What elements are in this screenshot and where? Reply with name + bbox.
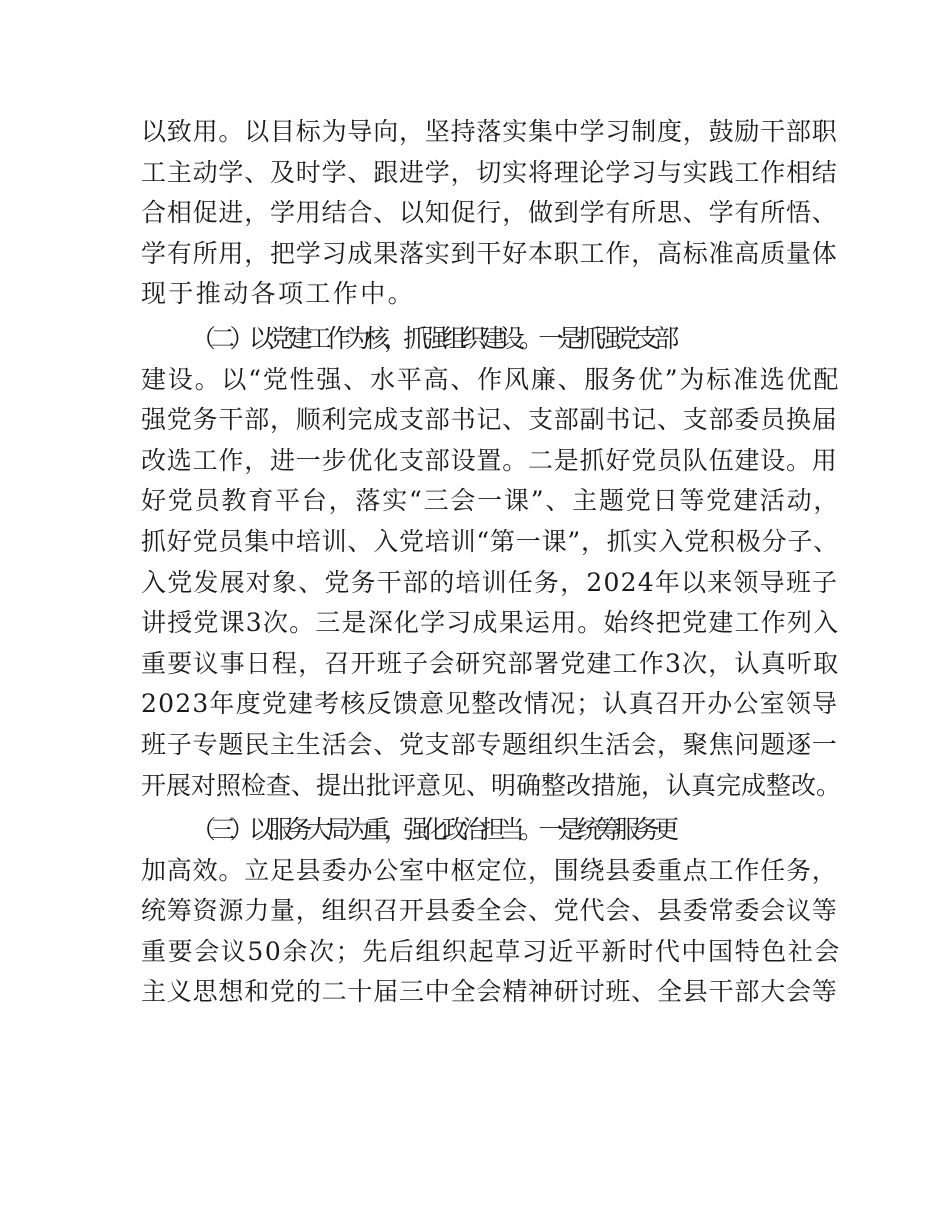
section-heading-line: （二）以党建工作为核，抓强组织建设。一是抓强党支部 xyxy=(191,323,674,353)
text-line: 建设。以“党性强、水平高、作风廉、服务优”为标准选优配 xyxy=(141,364,841,394)
text-line: 统筹资源力量，组织召开县委全会、党代会、县委常委会议等 xyxy=(141,896,838,926)
text-line: 改选工作，进一步优化支部设置。二是抓好党员队伍建设。用 xyxy=(141,445,838,475)
text-line: 开展对照检查、提出批评意见、明确整改措施，认真完成整改。 xyxy=(141,770,842,800)
text-line: 重要会议50余次；先后组织起草习近平新时代中国特色社会 xyxy=(141,936,842,966)
section-heading-line: （三）以服务大局为重，强化政治担当。一是统筹服务更 xyxy=(191,815,674,845)
text-line: 主义思想和党的二十届三中全会精神研讨班、全县干部大会等 xyxy=(141,977,838,1007)
text-line: 现于推动各项工作中。 xyxy=(141,279,416,309)
text-line: 讲授党课3次。三是深化学习成果运用。始终把党建工作列入 xyxy=(141,608,840,638)
document-body xyxy=(141,112,842,1013)
text-line: 学有所用，把学习成果落实到干好本职工作，高标准高质量体 xyxy=(141,238,838,268)
text-line: 以致用。以目标为导向，坚持落实集中学习制度，鼓励干部职 xyxy=(141,117,838,146)
text-line: 2023年度党建考核反馈意见整改情况；认真召开办公室领导 xyxy=(141,689,839,719)
text-line: 合相促进，学用结合、以知促行，做到学有所思、学有所悟、 xyxy=(141,198,838,228)
text-line: 强党务干部，顺利完成支部书记、支部副书记、支部委员换届 xyxy=(141,405,838,435)
text-line: 工主动学、及时学、跟进学，切实将理论学习与实践工作相结 xyxy=(141,157,838,187)
text-line: 抓好党员集中培训、入党培训“第一课”，抓实入党积极分子、 xyxy=(141,526,839,556)
text-line: 入党发展对象、党务干部的培训任务，2024年以来领导班子 xyxy=(141,567,839,597)
text-line: 加高效。立足县委办公室中枢定位，围绕县委重点工作任务， xyxy=(141,855,838,885)
text-line: 班子专题民主生活会、党支部专题组织生活会，聚焦问题逐一 xyxy=(141,729,838,759)
text-line: 重要议事日程，召开班子会研究部署党建工作3次，认真听取 xyxy=(141,648,840,678)
text-line: 好党员教育平台，落实“三会一课”、主题党日等党建活动， xyxy=(141,486,841,516)
